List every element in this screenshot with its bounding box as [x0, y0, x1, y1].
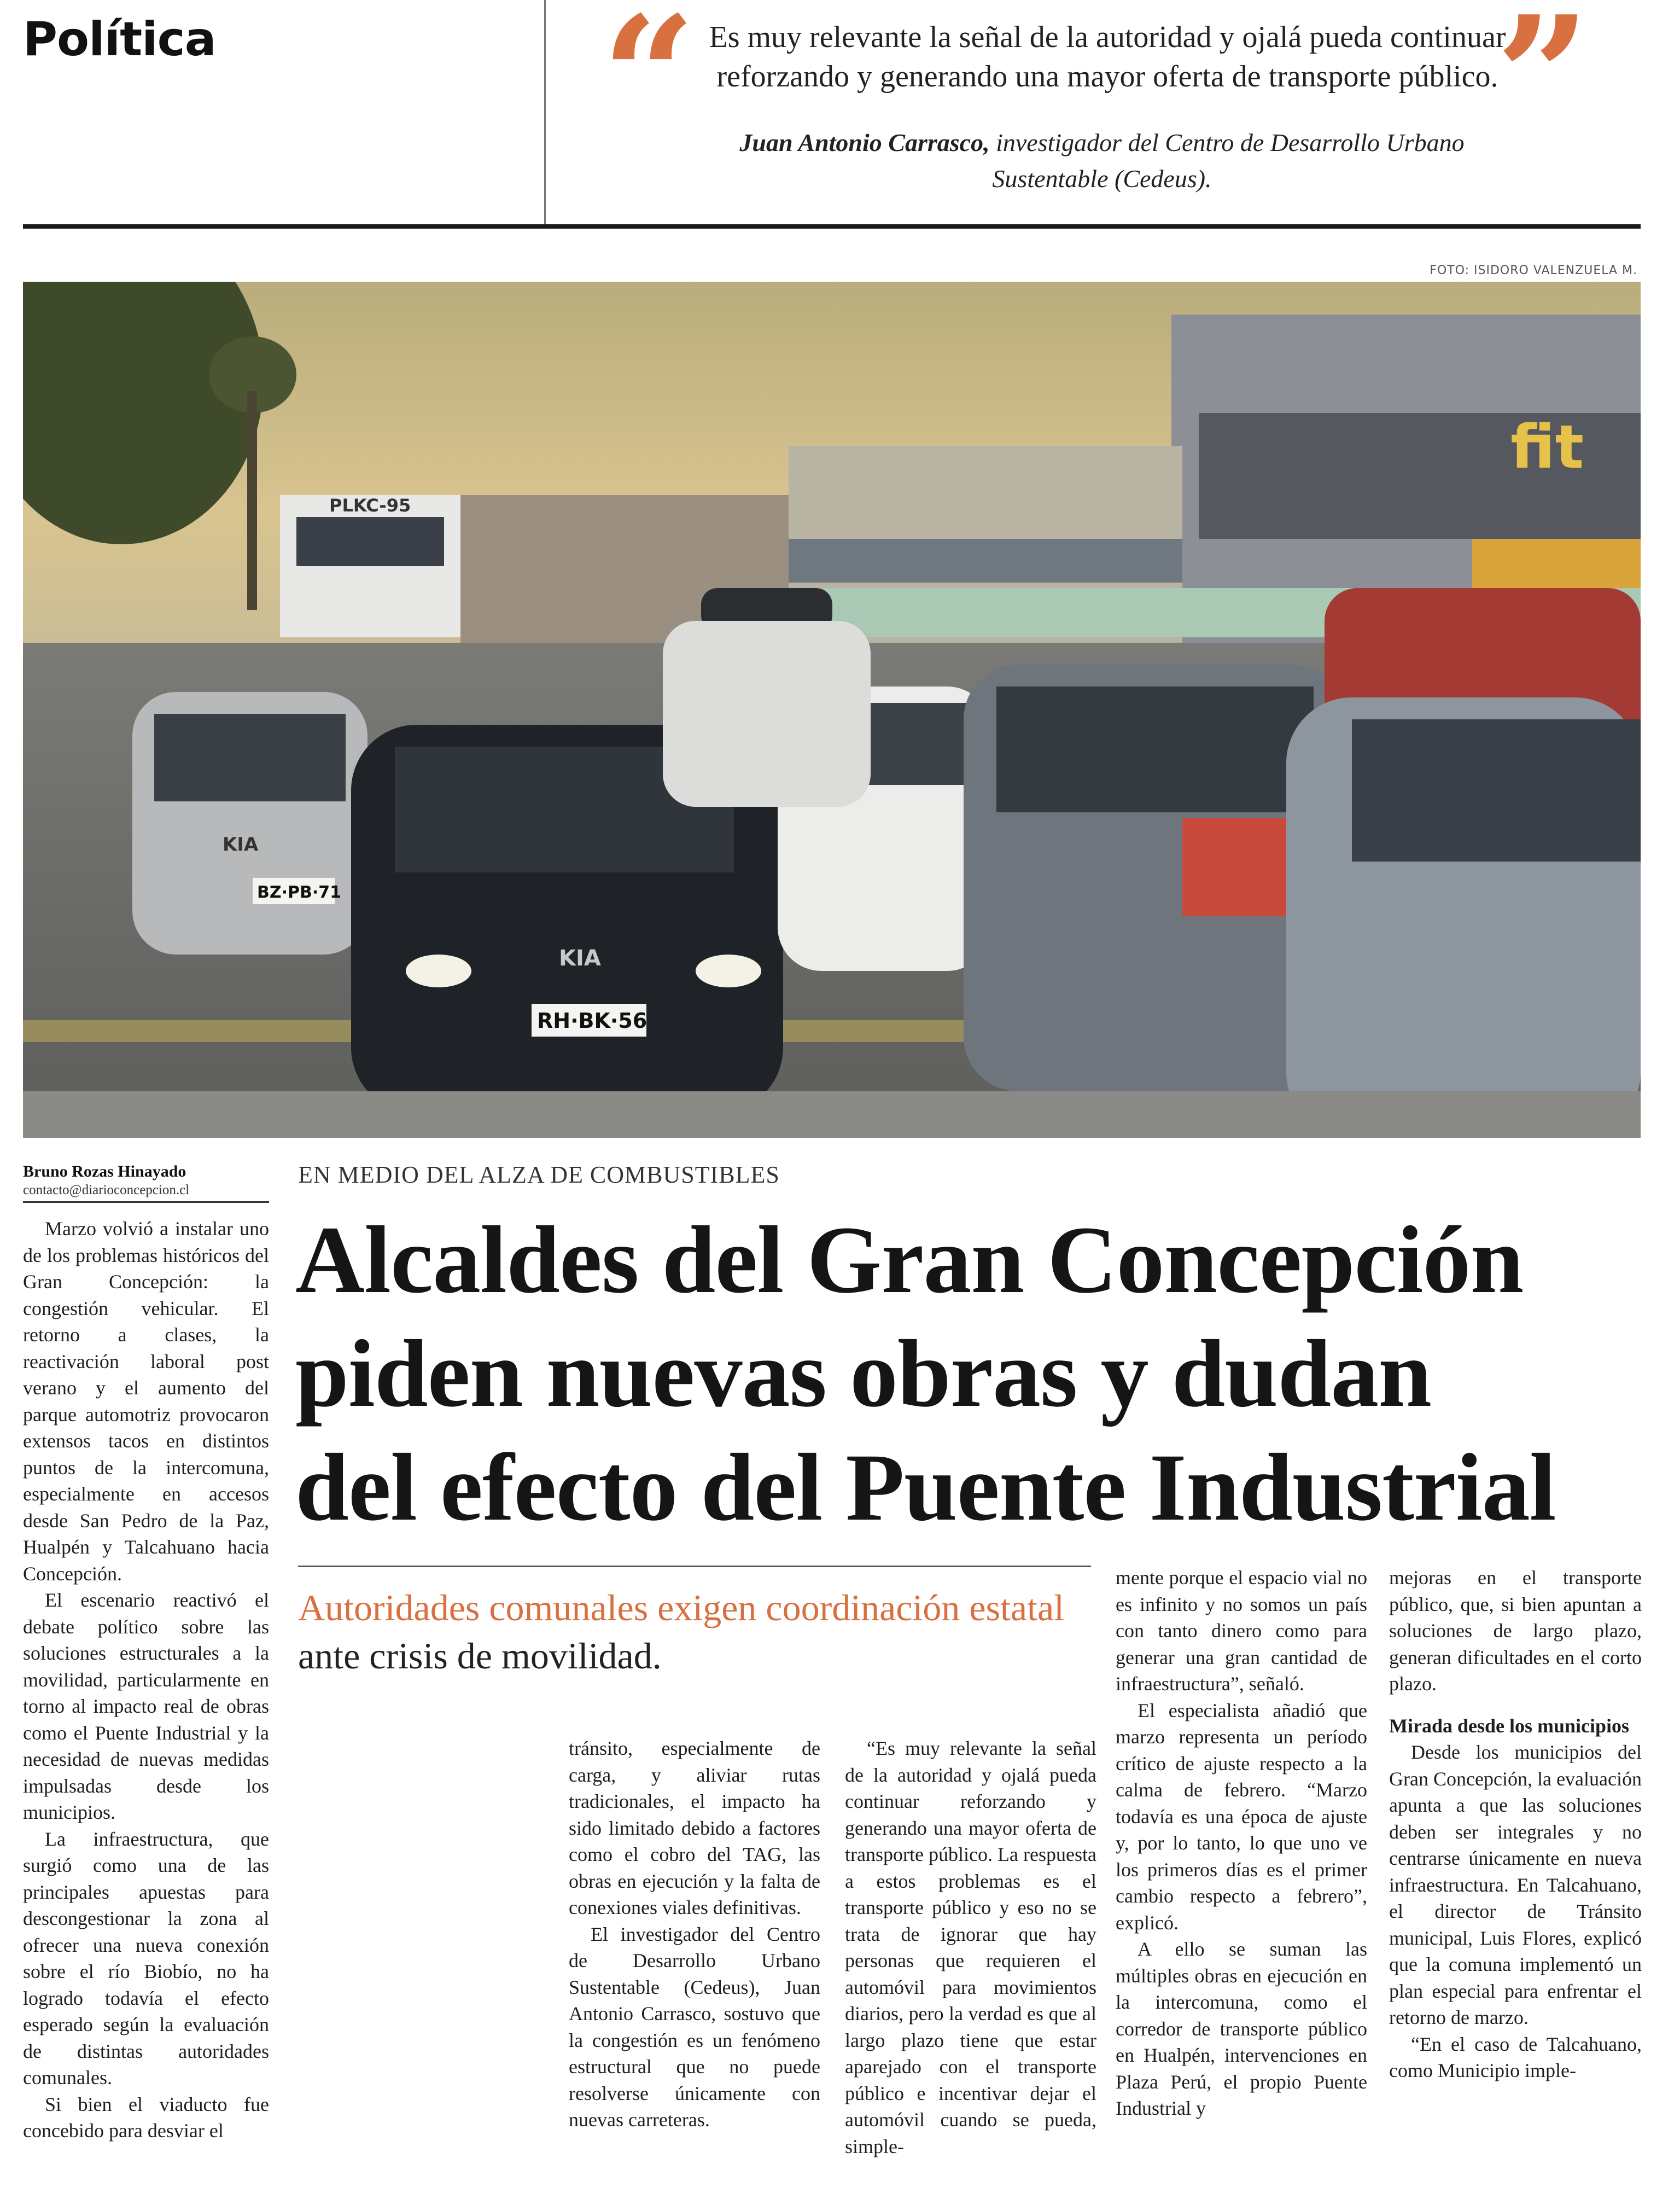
- body-column-1: [23, 1215, 269, 2144]
- kicker: EN MEDIO DEL ALZA DE COMBUSTIBLES: [298, 1161, 780, 1188]
- deck-rest: ante crisis de movilidad.: [298, 1635, 662, 1677]
- lead-photo: [23, 282, 1641, 1138]
- paragraph: A ello se suman las múltiples obras en ejecución en la intercomuna, como el corredor de transporte público en Hualpén, intervenciones en Plaza Perú, el propio Puente Industrial y: [1116, 1938, 1367, 2119]
- traffic-scene-illustration: [23, 282, 1641, 1138]
- paragraph: Si bien el viaducto fue concebido para desviar el: [23, 2093, 269, 2142]
- headline-line-2: piden nuevas obras y dudan: [295, 1320, 1432, 1427]
- paragraph: El investigador del Centro de Desarrollo Urbano Sustentable (Cedeus), Juan Antonio Carrasco, sostuvo que la congestión es un fenómeno estructural que no puede resolverse únicamente con nuevas carreteras.: [569, 1923, 820, 2131]
- left-car-plate: BZ·PB·71: [257, 883, 342, 902]
- body-column-4: [1116, 1564, 1367, 2122]
- paragraph: mente porque el espacio vial no es infinito y no somos un país con tanto dinero como para generar una gran cantidad de infraestructura”, señaló.: [1116, 1567, 1367, 1695]
- deck-rule: [298, 1566, 1091, 1567]
- paragraph: Marzo volvió a instalar uno de los problemas históricos del Gran Concepción: la congestión vehicular. El retorno a clases, la reactivación laboral post verano y el aumento del parque automotriz provocaron extensos tacos en distintos puntos de la intercomuna, especialmente en accesos desde San Pedro de la Paz, Hualpén y Talcahuano hacia Concepción.: [23, 1218, 269, 1585]
- quote-author-role: investigador del Centro de Desarrollo Urbano Sustentable (Cedeus).: [989, 129, 1465, 193]
- byline-author: Bruno Rozas Hinayado: [23, 1162, 186, 1180]
- paragraph: El especialista añadió que marzo representa un período crítico de ajuste respecto a la calma de febrero. “Marzo todavía es una época de ajuste y, por lo tanto, lo que uno ve los primeros días es el primer cambio respecto a febrero”, explicó.: [1116, 1699, 1367, 1934]
- front-car-plate: RH·BK·56: [537, 1009, 648, 1033]
- quote-text: Es muy relevante la señal de la autoridad y ojalá pueda continuar reforzando y generando una mayor oferta de transporte público.: [709, 20, 1506, 94]
- store-sign: fit: [1510, 412, 1584, 482]
- paragraph: tránsito, especialmente de carga, y aliviar rutas tradicionales, el impacto ha sido limitado debido a factores como el cobro del TAG, las obras en ejecución y la falta de conexiones viales definitivas.: [569, 1737, 820, 1918]
- quote-credit: [689, 125, 1515, 197]
- open-quote-mark: “: [602, 0, 696, 173]
- deck: [298, 1584, 1075, 1680]
- car-back-white: [663, 621, 871, 807]
- byline-email: contacto@diarioconcepcion.cl: [23, 1183, 190, 1197]
- deck-highlight: Autoridades comunales exigen coordinación estatal: [298, 1587, 1065, 1628]
- headline-line-1: Alcaldes del Gran Concepción: [295, 1207, 1524, 1313]
- body-column-2: [569, 1735, 820, 2133]
- paragraph: Desde los municipios del Gran Concepción, la evaluación apunta a que las soluciones deben ser integrales y no centrarse únicamente en nueva infraestructura. En Talcahuano, el director de Tránsito municipal, Luis Flores, explicó que la comuna implementó un plan especial para enfrentar el retorno de marzo.: [1389, 1741, 1642, 2028]
- headline: [295, 1203, 1641, 1545]
- headline-line-3-rest: del Puente Industrial: [677, 1434, 1556, 1541]
- headline-line-3-bold: del efecto: [295, 1434, 678, 1541]
- header-divider: [544, 0, 546, 224]
- road-curb: [23, 1091, 1641, 1138]
- paragraph: “En el caso de Talcahuano, como Municipio imple-: [1389, 2033, 1642, 2081]
- body-column-3: [845, 1735, 1096, 2160]
- subheading: Mirada desde los municipios: [1389, 1714, 1630, 1737]
- close-quote-mark: ”: [1496, 0, 1590, 173]
- truck-plate: PLKC-95: [329, 495, 411, 516]
- photo-credit: FOTO: ISIDORO VALENZUELA M.: [1430, 264, 1637, 277]
- paragraph: La infraestructura, que surgió como una de las principales apuestas para descongestionar la zona al ofrecer una nueva conexión sobre el río Biobío, no ha logrado todavía el efecto esperado según la evaluación de distintas autoridades comunales.: [23, 1828, 269, 2089]
- body-column-5: [1389, 1564, 1642, 2084]
- top-rule: [23, 224, 1641, 229]
- byline-rule: [23, 1201, 269, 1203]
- paragraph: “Es muy relevante la señal de la autoridad y ojalá pueda continuar reforzando y generando una mayor oferta de transporte público. La respuesta a estos problemas es el transporte público y eso no se trata de ignorar que hay personas que requieren el automóvil para movimientos diarios, pero la verdad es que al largo plazo tiene que estar aparejado con el transporte público e incentivar dejar el automóvil cuando se pueda, simple-: [845, 1737, 1096, 2157]
- kia-logo-front: KIA: [559, 946, 601, 971]
- kia-logo-left: KIA: [223, 834, 259, 856]
- paragraph: El escenario reactivó el debate político sobre las soluciones estructurales a la movilidad, particularmente en torno al impacto real de obras como el Puente Industrial y la necesidad de nuevas medidas impulsadas desde los municipios.: [23, 1589, 269, 1823]
- section-label: Política: [23, 12, 216, 67]
- quote-author: Juan Antonio Carrasco,: [739, 129, 990, 156]
- paragraph: mejoras en el transporte público, que, si bien apuntan a soluciones de largo plazo, generan dificultades en el corto plazo.: [1389, 1567, 1642, 1695]
